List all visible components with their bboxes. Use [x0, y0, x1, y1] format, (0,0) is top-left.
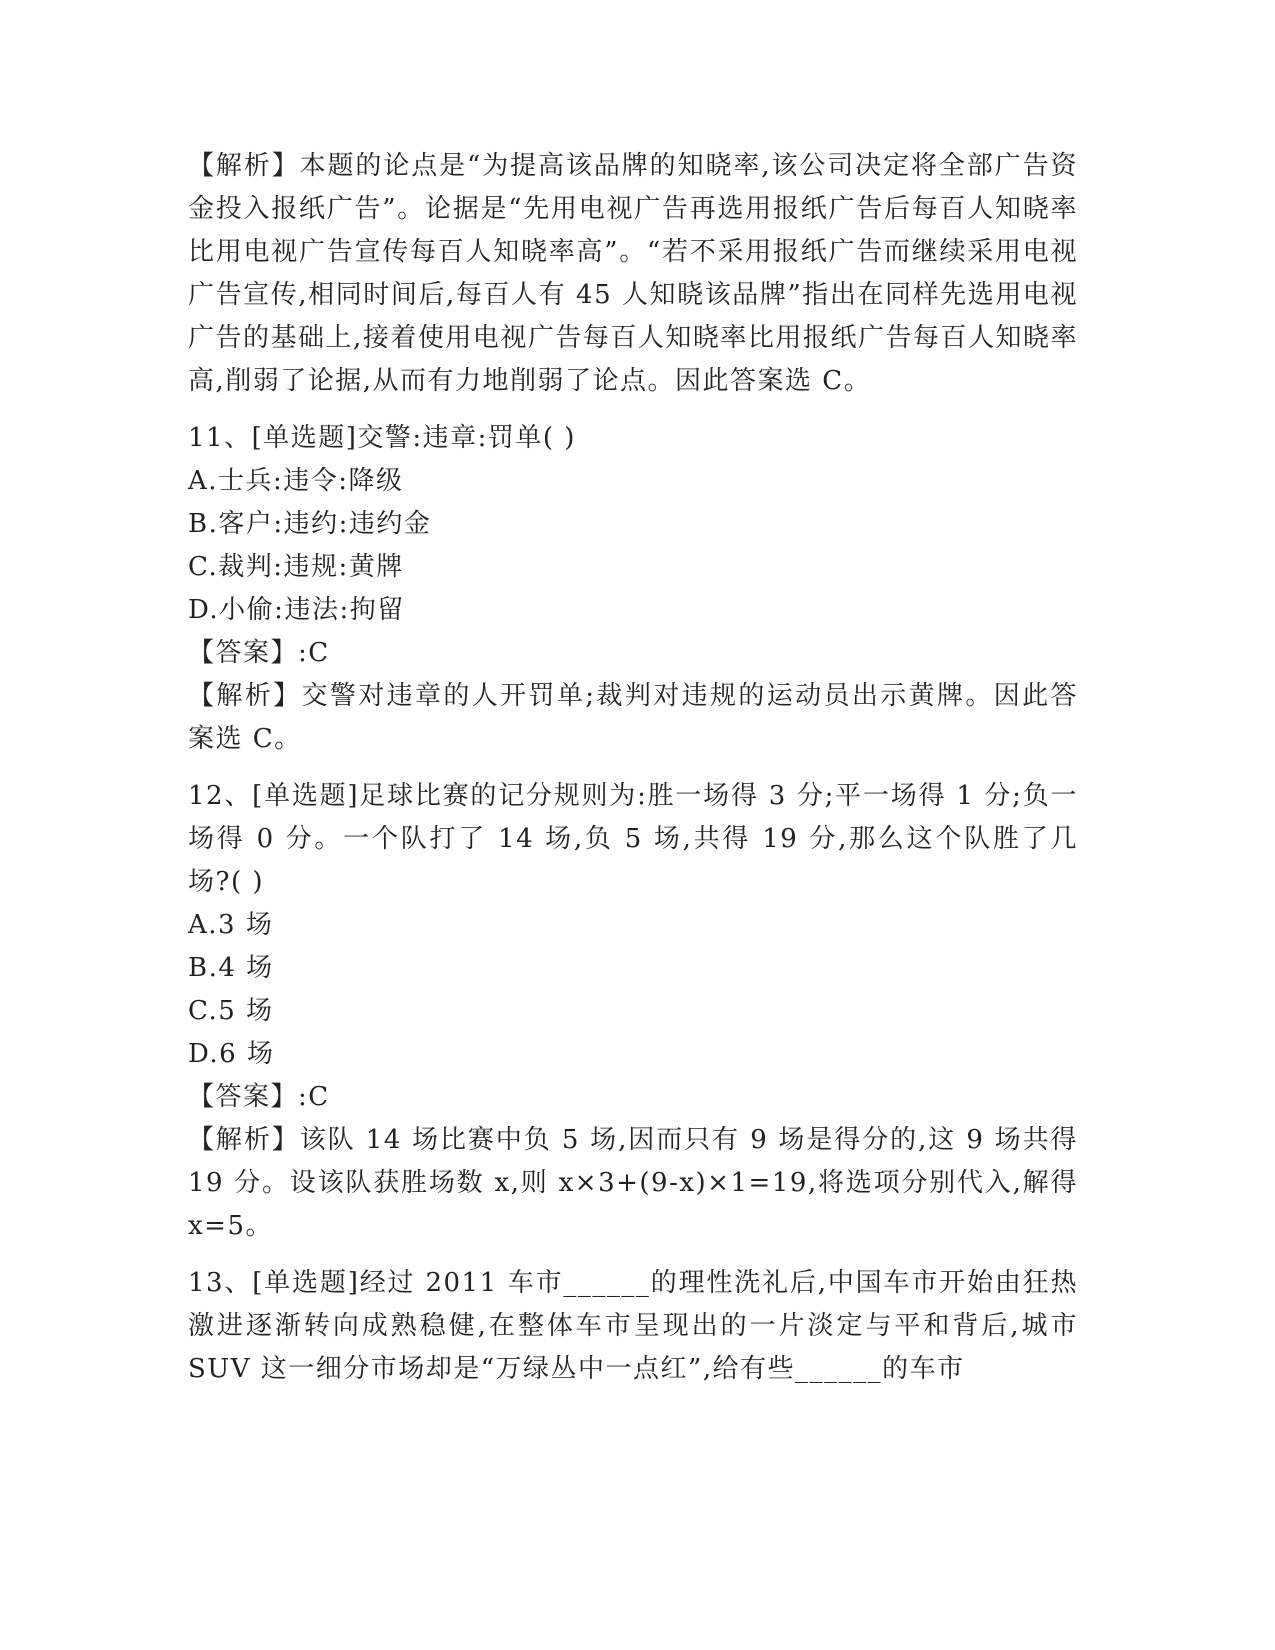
q13-stem: 13、[单选题]经过 2011 车市______的理性洗礼后,中国车市开始由狂热激进逐渐转向成熟稳健,在整体车市呈现出的一片淡定与平和背后,城市 SUV 这一细分市场却是“万绿丛中一点红”,给有些______的车市: [188, 1268, 1078, 1384]
q12-option-d: D.6 场: [188, 1039, 275, 1069]
q12-option-a: A.3 场: [188, 910, 274, 940]
page-content: [188, 145, 1078, 1391]
paragraph-gap: [188, 1248, 1078, 1262]
q11-stem: 11、[单选题]交警:违章:罚单( ): [188, 423, 576, 453]
q11-analysis: 【解析】交警对违章的人开罚单;裁判对违规的运动员出示黄牌。因此答案选 C。: [188, 681, 1078, 754]
prev-question-analysis: 【解析】本题的论点是“为提高该品牌的知晓率,该公司决定将全部广告资金投入报纸广告”。论据是“先用电视广告再选用报纸广告后每百人知晓率比用电视广告宣传每百人知晓率高”。“若不采用报纸广告而继续采用电视广告宣传,相同时间后,每百人有 45 人知晓该品牌”指出在同样先选用电视广告的基础上,接着使用电视广告每百人知晓率比用报纸广告每百人知晓率高,削弱了论据,从而有力地削弱了论点。因此答案选 C。: [188, 151, 1078, 396]
paragraph-gap: [188, 761, 1078, 775]
paragraph-gap: [188, 403, 1078, 417]
q12-option-b: B.4 场: [188, 953, 274, 983]
q12-analysis: 【解析】该队 14 场比赛中负 5 场,因而只有 9 场是得分的,这 9 场共得 19 分。设该队获胜场数 x,则 x×3+(9-x)×1=19,将选项分别代入,解得 x=5。: [188, 1125, 1078, 1241]
q12-option-c: C.5 场: [188, 996, 274, 1026]
q12-answer: 【答案】:C: [188, 1082, 330, 1112]
q11-answer: 【答案】:C: [188, 638, 330, 668]
q11-option-b: B.客户:违约:违约金: [188, 509, 432, 539]
q11-option-a: A.士兵:违令:降级: [188, 466, 404, 496]
q12-stem: 12、[单选题]足球比赛的记分规则为:胜一场得 3 分;平一场得 1 分;负一场得 0 分。一个队打了 14 场,负 5 场,共得 19 分,那么这个队胜了几场?( ): [188, 781, 1078, 897]
q11-option-c: C.裁判:违规:黄牌: [188, 552, 404, 582]
q11-option-d: D.小偷:违法:拘留: [188, 595, 405, 625]
